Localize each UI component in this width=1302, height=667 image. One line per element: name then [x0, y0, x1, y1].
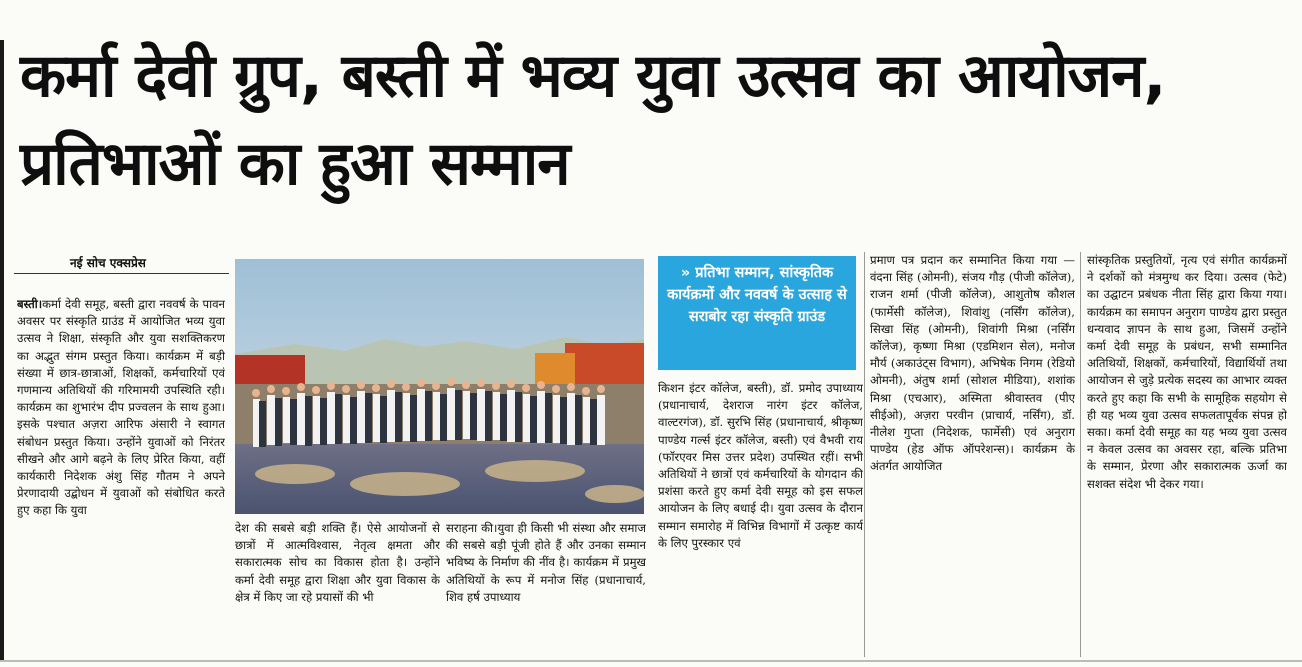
page-left-rule — [0, 40, 4, 660]
article-column-4: प्रमाण पत्र प्रदान कर सम्मानित किया गया — वंदना सिंह (ओमनी), संजय गौड़ (पीजी कॉलेज), राजन शर्मा (पीजी कॉलेज), आशुतोष कौशल (फार्मेसी कॉलेज), शिवांशु (नर्सिंग कॉलेज), सिखा सिंह (ओमनी), शिवांगी मिश्रा (नर्सिंग कॉलेज), कृष्णा मिश्रा (एडमिशन सेल), मनोज मौर्य (अकाउंट्स विभाग), अभिषेक निगम (रेडियो ओमनी), अंतुष शर्मा (सोशल मीडिया), शशांक मिश्रा (एचआर), अस्मिता श्रीवास्तव (पीए सीईओ), अज़रा परवीन (प्राचार्य, नर्सिंग), डॉ. नीलेश गुप्ता (निदेशक, फार्मेसी) एवं अनुराग पाण्डेय (हेड ऑफ ऑपरेशन्स)। कार्यक्रम के अंतर्गत आयोजित — [870, 253, 1075, 474]
highlight-callout: » प्रतिभा सम्मान, सांस्कृतिक कार्यक्रमों और नववर्ष के उत्साह से सराबोर रहा संस्कृति ग्राउंड — [658, 256, 856, 370]
article-column-5: सांस्कृतिक प्रस्तुतियों, नृत्य एवं संगीत कार्यक्रमों ने दर्शकों को मंत्रमुग्ध कर दिया। उत्सव (फेटे) का उद्घाटन प्रबंधक नीता सिंह द्वारा किया गया। कार्यक्रम का समापन अनुराग पाण्डेय द्वारा प्रस्तुत धन्यवाद ज्ञापन के साथ हुआ, जिसमें उन्होंने कर्मा देवी समूह के प्रबंधन, सभी सम्मानित अतिथियों, शिक्षकों, कर्मचारियों, विद्यार्थियों तथा आयोजन से जुड़े प्रत्येक सदस्य का आभार व्यक्त करते हुए कहा कि सभी के सामूहिक सहयोग से ही यह भव्य युवा उत्सव सफलतापूर्वक संपन्न हो सका। कर्मा देवी समूह का यह भव्य युवा उत्सव न केवल उत्सव का अवसर रहा, बल्कि प्रतिभा के सम्मान, प्रेरणा और सकारात्मक ऊर्जा का सशक्त संदेश भी देकर गया। — [1087, 253, 1287, 491]
bottom-rule — [0, 660, 1302, 662]
byline: नई सोच एक्सप्रेस — [70, 256, 146, 270]
article-column-2a: देश की सबसे बड़ी शक्ति हैं। ऐसे आयोजनों से छात्रों में आत्मविश्वास, नेतृत्व क्षमता और सकारात्मक सोच का विकास होता है। उन्होंने कर्मा देवी समूह द्वारा शिक्षा और युवा विकास के क्षेत्र में किए जा रहे प्रयासों की भी — [235, 521, 440, 604]
dateline: बस्ती। — [17, 297, 43, 311]
column-divider — [864, 252, 865, 657]
column-1-text: कर्मा देवी समूह, बस्ती द्वारा नववर्ष के पावन अवसर पर संस्कृति ग्राउंड में आयोजित भव्य युवा उत्सव ने शिक्षा, संस्कृति और युवा सशक्तिकरण का अद्भुत संगम प्रस्तुत किया। कार्यक्रम में बड़ी संख्या में छात्र-छात्राओं, शिक्षकों, कर्मचारियों एवं गणमान्य अतिथियों की गरिमामयी उपस्थिति रही। कार्यक्रम का शुभारंभ दीप प्रज्वलन के साथ हुआ। इसके पश्चात अज़रा आरिफ अंसारी ने स्वागत संबोधन प्रस्तुत किया। उन्होंने युवाओं को निरंतर सीखने और आगे बढ़ने के लिए प्रेरित किया, वहीं कार्यकारी निदेशक अंशु सिंह गौतम ने अपने प्रेरणादायी उद्बोधन में युवाओं को संबोधित करते हुए कहा कि युवा — [17, 297, 225, 518]
article-column-3: किशन इंटर कॉलेज, बस्ती), डॉ. प्रमोद उपाध्याय (प्रधानाचार्य, देशराज नारंग इंटर कॉलेज, वाल्टरगंज), डॉ. सुरभि सिंह (प्रधानाचार्य, श्रीकृष्ण पाण्डेय गर्ल्स इंटर कॉलेज, बस्ती) एवं वैभवी राय (फॉरएवर मिस उत्तर प्रदेश) उपस्थित रहीं। सभी अतिथियों ने छात्रों एवं कर्मचारियों के योगदान की प्रशंसा करते हुए कर्मा देवी समूह को इस सफल आयोजन के लिए बधाई दी। युवा उत्सव के दौरान सम्मान समारोह में विभिन्न विभागों में उत्कृष्ट कार्य के लिए पुरस्कार एवं — [658, 381, 863, 550]
column-divider — [1080, 252, 1081, 657]
byline-rule — [14, 273, 229, 274]
group-photo-image — [235, 259, 644, 514]
headline: कर्मा देवी ग्रुप, बस्ती में भव्य युवा उत्सव का आयोजन, प्रतिभाओं का हुआ सम्मान — [20, 41, 1166, 199]
article-column-2b: सराहना की।युवा ही किसी भी संस्था और समाज की सबसे बड़ी पूंजी होते हैं और उनका सम्मान भविष्य के निर्माण की नींव है। कार्यक्रम में प्रमुख अतिथियों के रूप में मनोज सिंह (प्रधानाचार्य, शिव हर्ष उपाध्याय — [446, 521, 646, 604]
group-photo — [235, 259, 644, 514]
article-column-1 — [17, 296, 225, 654]
